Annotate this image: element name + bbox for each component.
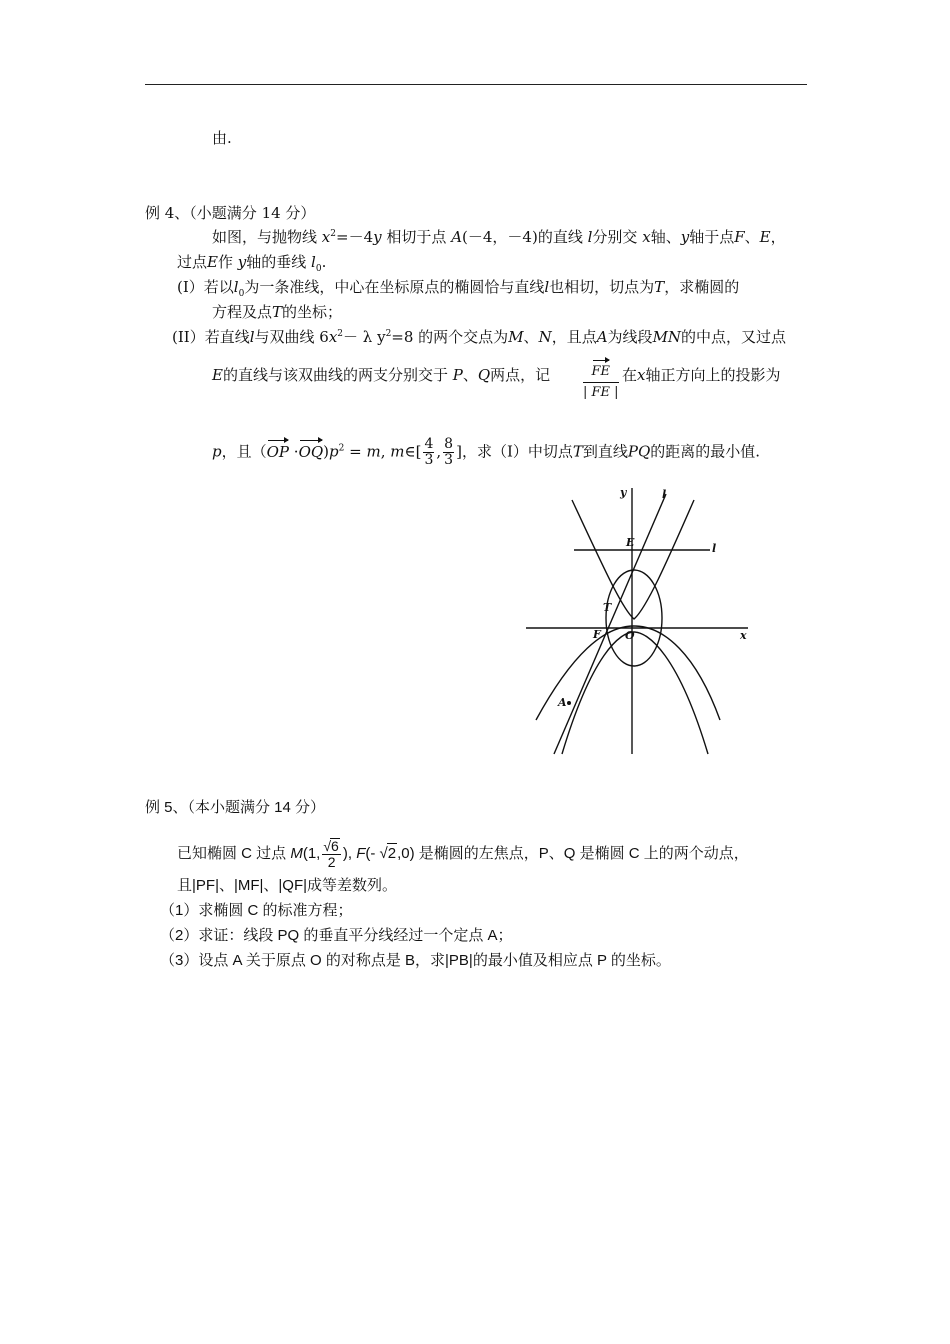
parabola-ellipse-hyperbola-figure — [522, 484, 756, 760]
previous-text-tail: 由. — [212, 129, 232, 147]
hyperbola-lower-branch — [562, 632, 708, 754]
example4-part1-line2: 方程及点T的坐标； — [212, 303, 343, 321]
line-l0-label: l — [712, 542, 717, 555]
example5-title: 例 5、（本小题满分 14 分） — [145, 799, 326, 816]
ellipse — [606, 570, 662, 666]
example5-question3: （3）设点 A 关于原点 O 的对称点是 B，求|PB|的最小值及相应点 P 的坐标。 — [160, 952, 671, 969]
point-A-label: A — [558, 696, 567, 709]
x-axis-label: x — [740, 629, 747, 642]
example4-part2-line2: E的直线与该双曲线的两支分别交于 P、Q两点，记 — [212, 366, 551, 384]
example5-question1: （1）求椭圆 C 的标准方程； — [160, 902, 353, 919]
point-A-dot — [567, 701, 571, 705]
example5-line2: 且|PF|、|MF|、|QF|成等差数列。 — [177, 877, 398, 894]
example4-intro-line1: 如图，与抛物线 $x^2=-4y$ 相切于点 A(－4，－4)的直线 l分别交 x轴、y轴于点F、E， — [212, 228, 786, 246]
example4-intro-line2: 过点E作 y轴的垂线 $l_0$. — [177, 253, 327, 274]
example5-line1: 已知椭圆 C 过点 M(1, $\frac{√6}{2}$ ), F(- √2,0) 是椭圆的左焦点，P、Q 是椭圆 C 上的两个动点， — [177, 838, 749, 870]
point-E-label: E — [626, 536, 635, 549]
example5-question2: （2）求证：线段 PQ 的垂直平分线经过一个定点 A； — [160, 927, 513, 944]
fraction-eight-thirds: $\frac{8}{3}$ — [444, 436, 454, 468]
example4-part2-line2-tail: 在x轴正方向上的投影为 — [622, 366, 781, 384]
example4-title: 例 4、（小题满分 14 分） — [145, 204, 316, 222]
fraction-sqrt6-over-2: $\frac{√6}{2}$ — [323, 838, 339, 870]
tangent-line-l — [554, 494, 666, 754]
example4-part2-line3: p，且$(OP \cdot OQ)p^2 = m$, m∈[ $\frac{4}{3}$ , $\frac{8}{3}$ ]，求（I）中切点T到直线PQ的距离的最小值. — [212, 436, 761, 468]
example4-part2-line1: (II）若直线l与双曲线 $6x^2- \lambda$ $y^2=8$ 的两个交点为M、N，且点A为线段MN的中点，又过点 — [172, 328, 787, 346]
line-l-label: l — [662, 488, 667, 501]
hyperbola-upper-branch — [572, 500, 694, 619]
example4-part1-line1: (I）若以$l_0$为一条准线，中心在坐标原点的椭圆恰与直线l也相切，切点为T，求椭圆的 — [177, 278, 740, 299]
point-T-label: T — [603, 601, 612, 614]
origin-O-label: O — [625, 629, 635, 642]
fraction-four-thirds: $\frac{4}{3}$ — [424, 436, 434, 468]
projection-fraction: FE | FE | — [583, 364, 619, 400]
point-F-label: F — [593, 628, 601, 641]
y-axis-label: y — [620, 486, 627, 499]
header-rule — [145, 84, 807, 85]
